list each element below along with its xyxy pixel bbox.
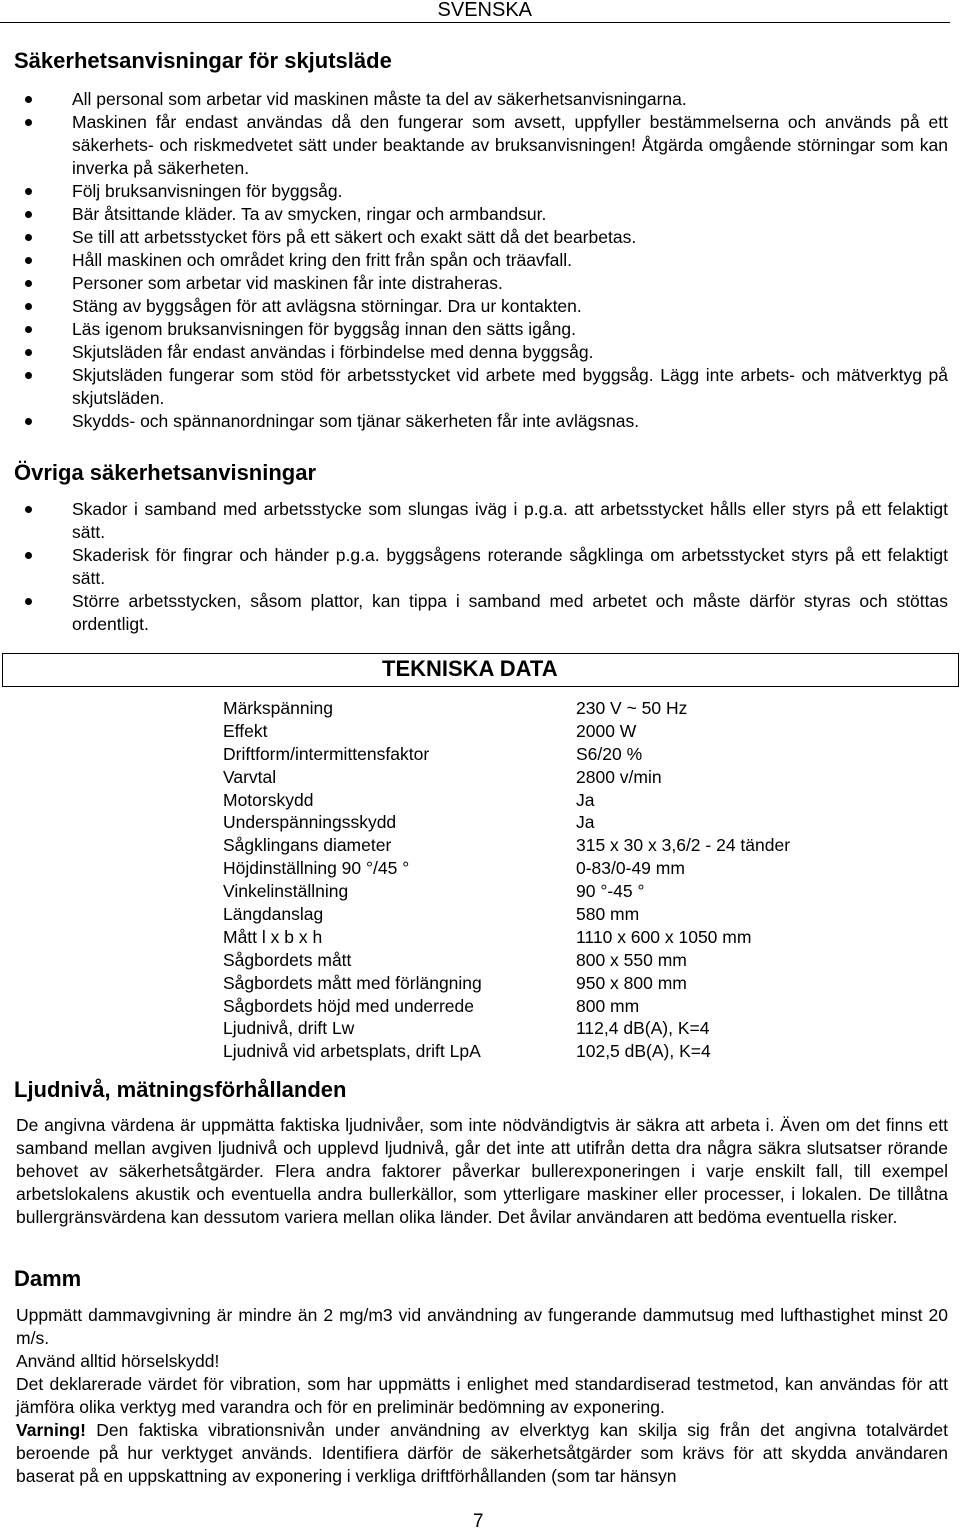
list-item-text: Skaderisk för fingrar och händer p.g.a. byggsågens roterande sågklinga om arbetsstycket styrs på ett felaktigt sätt. bbox=[72, 545, 948, 588]
bullet-icon bbox=[25, 303, 32, 310]
other-safety-heading: Övriga säkerhetsanvisningar bbox=[14, 460, 317, 485]
spec-value: 102,5 dB(A), K=4 bbox=[576, 1041, 711, 1062]
list-item bbox=[0, 341, 948, 364]
list-item-text: All personal som arbetar vid maskinen måste ta del av säkerhetsanvisningarna. bbox=[72, 89, 687, 109]
spec-value: 800 mm bbox=[576, 995, 640, 1016]
spec-label: Sågbordets mått med förlängning bbox=[223, 972, 482, 993]
hearing-protection-note: Använd alltid hörselskydd! bbox=[16, 1351, 220, 1371]
list-item bbox=[0, 318, 948, 341]
list-item-text: Skjutsläden fungerar som stöd för arbetsstycket vid arbete med byggsåg. Lägg inte arbets- och mätverktyg på skjutsläden. bbox=[72, 365, 948, 408]
spec-value: 2800 v/min bbox=[576, 766, 662, 787]
list-item-text: Håll maskinen och området kring den fritt från spån och träavfall. bbox=[72, 250, 572, 270]
spec-value: 580 mm bbox=[576, 904, 640, 925]
list-item bbox=[0, 180, 948, 203]
spec-value: 950 x 800 mm bbox=[576, 972, 687, 993]
spec-row bbox=[223, 720, 843, 743]
bullet-icon bbox=[25, 234, 32, 241]
spec-label: Motorskydd bbox=[223, 789, 314, 810]
spec-value: Ja bbox=[576, 812, 595, 833]
bullet-icon bbox=[25, 96, 32, 103]
warning-paragraph bbox=[16, 1419, 948, 1488]
spec-value: 0-83/0-49 mm bbox=[576, 858, 685, 879]
list-item bbox=[0, 590, 948, 636]
spec-label: Sågklingans diameter bbox=[223, 835, 392, 856]
spec-row bbox=[223, 811, 843, 834]
list-item bbox=[0, 295, 948, 318]
list-item-text: Skjutsläden får endast användas i förbindelse med denna byggsåg. bbox=[72, 342, 594, 362]
bullet-icon bbox=[25, 506, 32, 513]
warning-label: Varning! bbox=[16, 1420, 87, 1440]
spec-label: Mått l x b x h bbox=[223, 926, 323, 947]
spec-value: 112,4 dB(A), K=4 bbox=[576, 1018, 710, 1039]
page-number: 7 bbox=[473, 1511, 484, 1532]
spec-row bbox=[223, 1040, 843, 1063]
spec-label: Ljudnivå, drift Lw bbox=[223, 1018, 355, 1039]
bullet-icon bbox=[25, 552, 32, 559]
spec-label: Längdanslag bbox=[223, 904, 324, 925]
spec-row bbox=[223, 834, 843, 857]
list-item-text: Stäng av byggsågen för att avlägsna störningar. Dra ur kontakten. bbox=[72, 296, 582, 316]
page-header bbox=[0, 0, 950, 23]
bullet-icon bbox=[25, 211, 32, 218]
list-item-text: Skydds- och spännanordningar som tjänar säkerheten får inte avlägsnas. bbox=[72, 411, 640, 431]
spec-label: Underspänningsskydd bbox=[223, 812, 397, 833]
list-item-text: Maskinen får endast användas då den fungerar som avsett, uppfyller bestämmelserna och används på ett säkerhets- och riskmedvetet sätt under beaktande av bruksanvisningen! Åtgärda omgående störningar som kan inverka på säkerheten. bbox=[72, 112, 948, 178]
spec-row bbox=[223, 766, 843, 789]
spec-value: 1110 x 600 x 1050 mm bbox=[576, 926, 752, 947]
spec-row bbox=[223, 949, 843, 972]
list-item-text: Följ bruksanvisningen för byggsåg. bbox=[72, 181, 343, 201]
safety-list bbox=[0, 88, 948, 433]
spec-row bbox=[223, 972, 843, 995]
list-item bbox=[0, 226, 948, 249]
spec-label: Ljudnivå vid arbetsplats, drift LpA bbox=[223, 1041, 481, 1062]
list-item bbox=[0, 88, 948, 111]
spec-row bbox=[223, 743, 843, 766]
spec-value: S6/20 % bbox=[576, 743, 643, 764]
bullet-icon bbox=[25, 326, 32, 333]
spec-value: 230 V ~ 50 Hz bbox=[576, 698, 688, 718]
list-item bbox=[0, 544, 948, 590]
bullet-icon bbox=[25, 598, 32, 605]
spec-label: Vinkelinställning bbox=[223, 881, 349, 902]
bullet-icon bbox=[25, 372, 32, 379]
spec-label: Höjdinställning 90 °/45 ° bbox=[223, 858, 410, 879]
warning-text: Den faktiska vibrationsnivån under användning av elverktyg kan skilja sig från det angivna totalvärdet beroende på hur verktyget används. Identifiera därför de säkerhetsåtgärder som krävs för att skydda användaren baserat på en uppskattning av exponering i verkliga driftförhållanden (som tar hänsyn bbox=[16, 1420, 948, 1486]
spec-value: Ja bbox=[576, 789, 595, 810]
bullet-icon bbox=[25, 418, 32, 425]
spec-value: 315 x 30 x 3,6/2 - 24 tänder bbox=[576, 835, 791, 856]
spec-row bbox=[223, 789, 843, 812]
spec-row bbox=[223, 926, 843, 949]
bullet-icon bbox=[25, 349, 32, 356]
spec-label: Sågbordets höjd med underrede bbox=[223, 995, 475, 1016]
list-item-text: Skador i samband med arbetsstycke som slungas iväg i p.g.a. att arbetsstycket hålls eller styrs på ett felaktigt sätt. bbox=[72, 499, 948, 542]
list-item bbox=[0, 249, 948, 272]
spec-value: 2000 W bbox=[576, 720, 637, 741]
list-item bbox=[0, 364, 948, 410]
list-item-text: Se till att arbetsstycket förs på ett säkert och exakt sätt då det bearbetas. bbox=[72, 227, 637, 247]
list-item bbox=[0, 498, 948, 544]
list-item-text: Personer som arbetar vid maskinen får inte distraheras. bbox=[72, 273, 503, 293]
spec-value: 90 °-45 ° bbox=[576, 881, 645, 902]
spec-label: Sågbordets mått bbox=[223, 949, 352, 970]
noise-heading: Ljudnivå, mätningsförhållanden bbox=[14, 1077, 347, 1102]
safety-heading: Säkerhetsanvisningar för skjutsläde bbox=[14, 48, 392, 73]
spec-label: Effekt bbox=[223, 720, 268, 741]
spec-row bbox=[223, 903, 843, 926]
bullet-icon bbox=[25, 257, 32, 264]
spec-row bbox=[223, 697, 843, 720]
other-safety-list bbox=[0, 498, 948, 636]
bullet-icon bbox=[25, 188, 32, 195]
list-item-text: Läs igenom bruksanvisningen för byggsåg innan den sätts igång. bbox=[72, 319, 576, 339]
list-item-text: Större arbetsstycken, såsom plattor, kan tippa i samband med arbetet och måste därför styras och stöttas ordentligt. bbox=[72, 591, 948, 634]
list-item bbox=[0, 111, 948, 180]
spec-table bbox=[223, 697, 843, 1063]
list-item bbox=[0, 203, 948, 226]
language-label: SVENSKA bbox=[437, 0, 532, 21]
list-item bbox=[0, 410, 948, 433]
bullet-icon bbox=[25, 280, 32, 287]
noise-paragraph: De angivna värdena är uppmätta faktiska ljudnivåer, som inte nödvändigtvis är säkra att arbeta i. Även om det finns ett samband mellan avgiven ljudnivå och upplevd ljudnivå, går det inte att utifrån detta dra några säkra slutsatser rörande behovet av säkerhetsåtgärder. Flera andra faktorer påverkar bullerexponeringen i varje enskilt fall, till exempel arbetslokalens akustik och eventuella andra bullerkällor, som ytterligare maskiner eller processer, i lokalen. De tillåtna bullergränsvärdena kan dessutom variera mellan olika länder. Det åvilar användaren att bedöma eventuella risker. bbox=[16, 1115, 948, 1227]
list-item-text: Bär åtsittande kläder. Ta av smycken, ringar och armbandsur. bbox=[72, 204, 547, 224]
spec-row bbox=[223, 880, 843, 903]
spec-value: 800 x 550 mm bbox=[576, 949, 687, 970]
list-item bbox=[0, 272, 948, 295]
spec-row bbox=[223, 1017, 843, 1040]
spec-label: Driftform/intermittensfaktor bbox=[223, 743, 430, 764]
spec-label: Märkspänning bbox=[223, 698, 333, 718]
vibration-paragraph: Det deklarerade värdet för vibration, som har uppmätts i enlighet med standardiserad testmetod, kan användas för att jämföra olika verktyg med varandra och för en preliminär bedömning av exponering. bbox=[16, 1374, 948, 1417]
spec-row bbox=[223, 857, 843, 880]
dust-heading: Damm bbox=[14, 1266, 82, 1291]
bullet-icon bbox=[25, 119, 32, 126]
technical-data-heading: TEKNISKA DATA bbox=[382, 656, 558, 681]
dust-paragraph: Uppmätt dammavgivning är mindre än 2 mg/m3 vid användning av fungerande dammutsug med lufthastighet minst 20 m/s. bbox=[16, 1305, 948, 1348]
spec-label: Varvtal bbox=[223, 766, 277, 787]
spec-row bbox=[223, 995, 843, 1018]
